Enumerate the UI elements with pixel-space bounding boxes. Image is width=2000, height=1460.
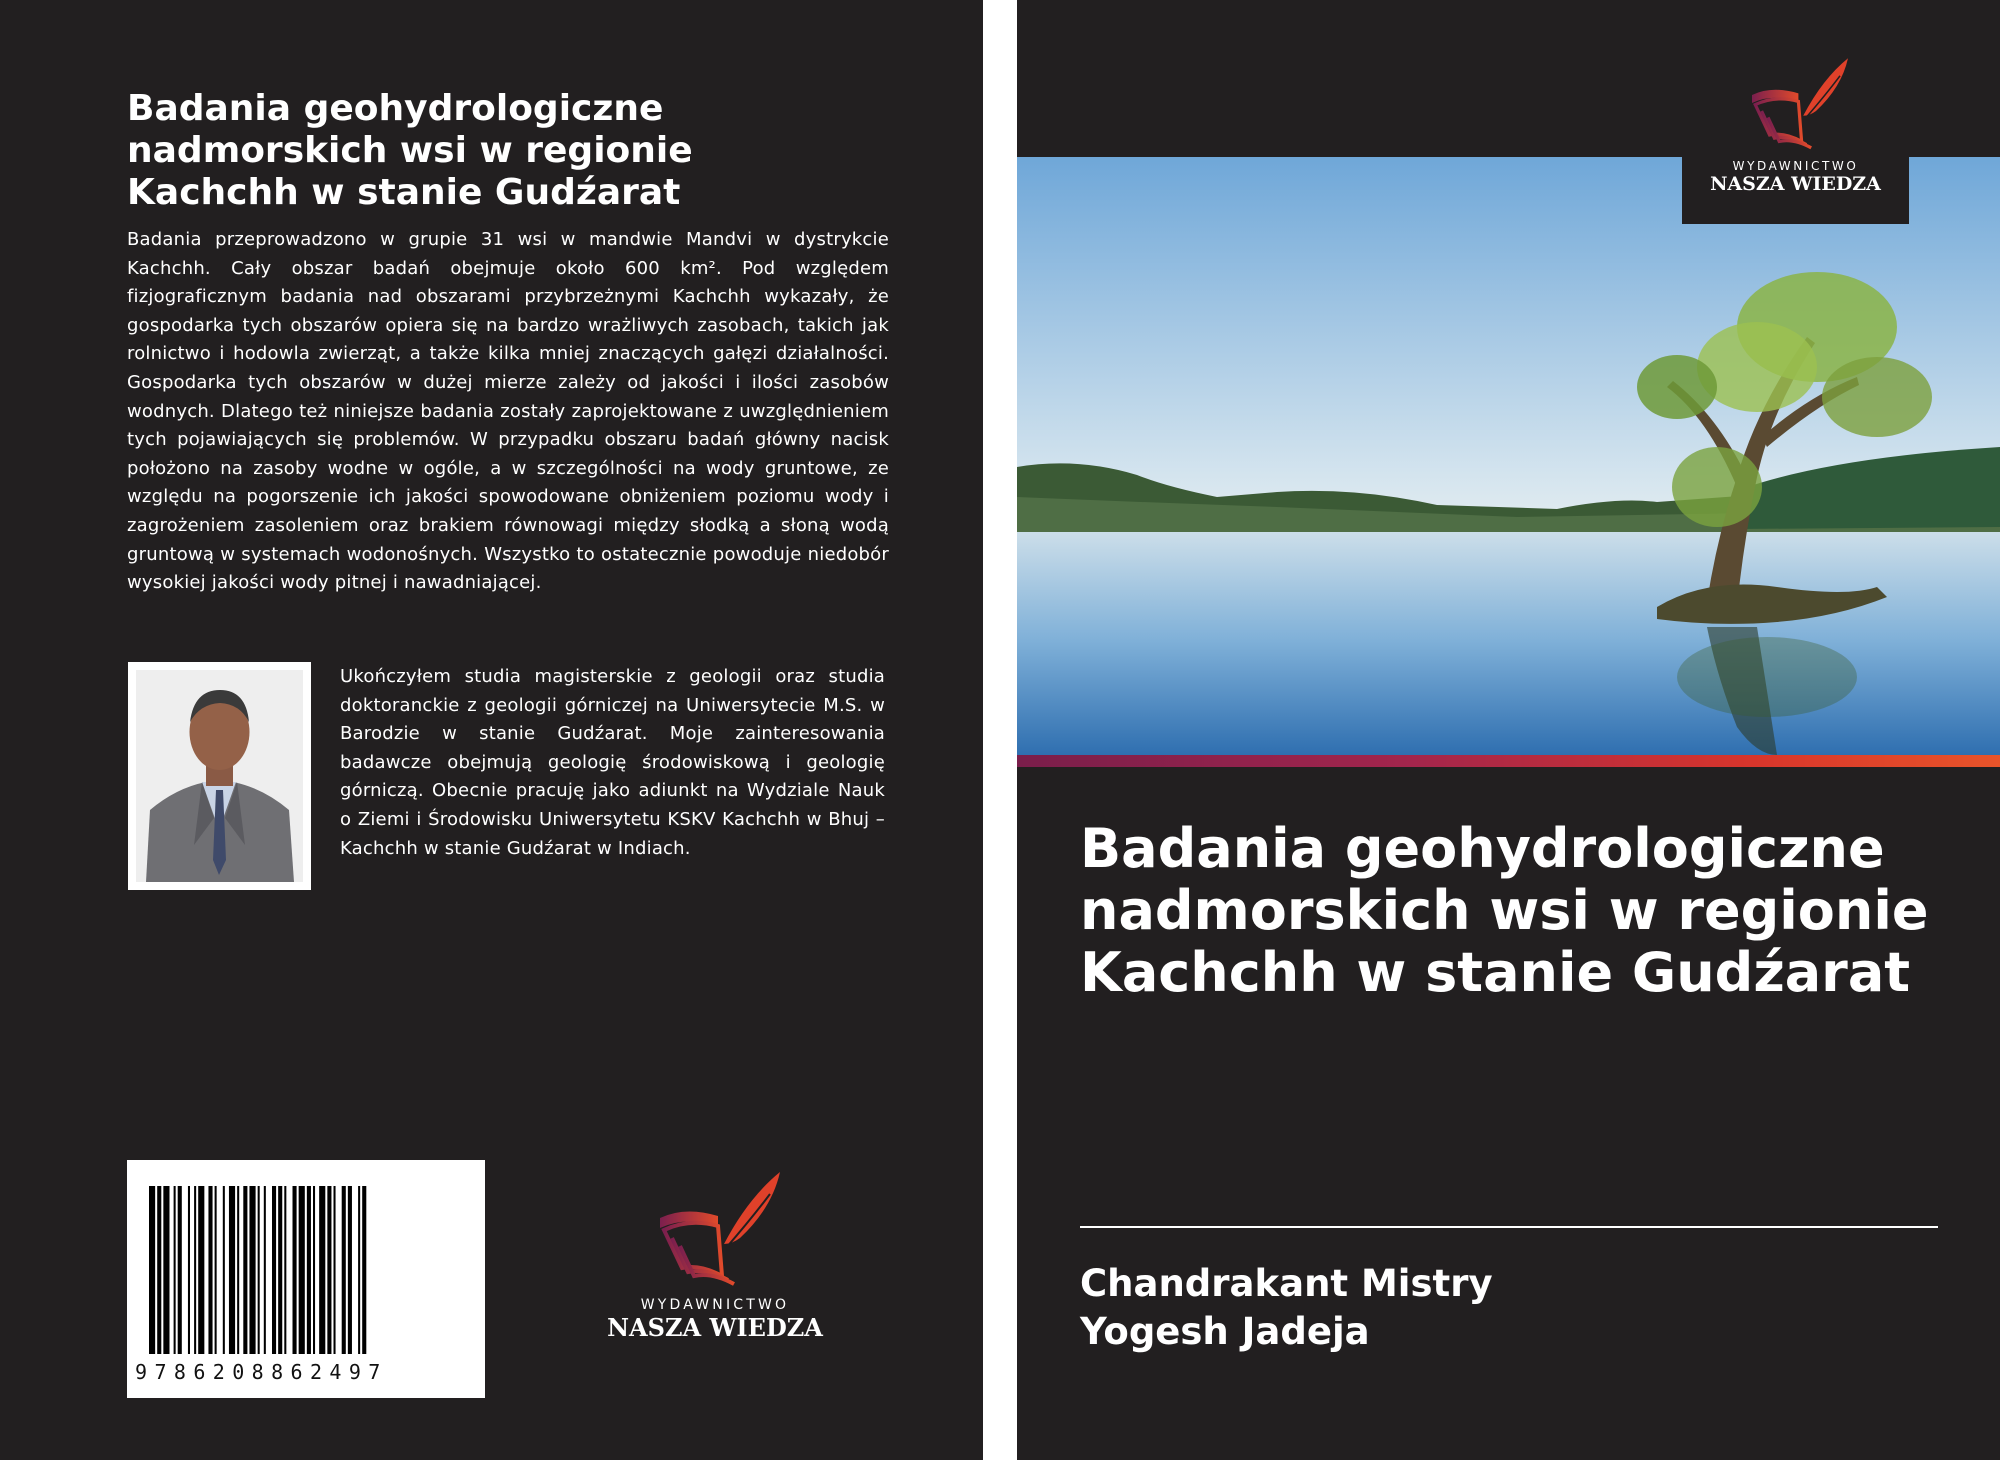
barcode-bar (249, 1186, 255, 1354)
back-cover (0, 0, 983, 1460)
barcode-bar (264, 1186, 266, 1354)
barcode-bar (215, 1186, 217, 1354)
book-quill-icon (1736, 55, 1856, 155)
barcode-bar (188, 1186, 190, 1354)
barcode-bar (243, 1186, 247, 1354)
publisher-line2: NASZA WIEDZA (1710, 173, 1881, 195)
barcode-bar (362, 1186, 366, 1354)
barcode-bar (163, 1186, 169, 1354)
barcode-bar (348, 1186, 352, 1354)
cover-photo (1017, 157, 2000, 755)
barcode-bar (307, 1186, 311, 1354)
barcode-bar (358, 1186, 360, 1354)
publisher-line1: WYDAWNICTWO (640, 1297, 790, 1313)
accent-stripe (1017, 755, 2000, 767)
author-name-2: Yogesh Jadeja (1080, 1310, 1370, 1353)
barcode-bar (278, 1186, 282, 1354)
isbn-number: 9786208862497 (135, 1360, 388, 1384)
barcode-bar (299, 1186, 305, 1354)
barcode-bars (149, 1186, 465, 1369)
publisher-logo-front (1682, 0, 1909, 224)
barcode-bar (334, 1186, 336, 1354)
barcode-bar (342, 1186, 346, 1354)
barcode-bar (157, 1186, 161, 1354)
publisher-logo-back (585, 1168, 845, 1358)
barcode-bar (198, 1186, 204, 1354)
barcode-bar (313, 1186, 315, 1354)
barcode-bar (178, 1186, 182, 1354)
barcode-bar (223, 1186, 225, 1354)
barcode-bar (327, 1186, 331, 1354)
barcode-bar (258, 1186, 260, 1354)
barcode-bar (237, 1186, 239, 1354)
barcode-bar (284, 1186, 286, 1354)
barcode-bar (194, 1186, 196, 1354)
front-cover-title: Badania geohydrologiczne nadmorskich wsi w regionie Kachchh w stanie Gudźarat (1080, 817, 1929, 1004)
barcode-bar (293, 1186, 297, 1354)
barcode-bar (272, 1186, 276, 1354)
author-name-1: Chandrakant Mistry (1080, 1262, 1493, 1305)
divider (1080, 1226, 1938, 1228)
isbn-barcode (127, 1160, 485, 1398)
barcode-bar (319, 1186, 325, 1354)
book-quill-icon (640, 1168, 790, 1293)
back-cover-title: Badania geohydrologiczne nadmorskich wsi w regionie Kachchh w stanie Gudźarat (127, 88, 693, 213)
back-cover-description: Badania przeprowadzono w grupie 31 wsi w mandwie Mandvi w dystrykcie Kachchh. Cały obszar badań obejmuje około 600 km². Pod względem fizjograficznym badania nad obszarami przybrzeżnymi Kachchh wykazały, że gospodarka tych obszarów opiera się na bardzo wrażliwych zasobach, takich jak rolnictwo i hodowla zwierząt, a także kilka mniej znaczących gałęzi działalności. Gospodarka tych obszarów w dużej mierze zależy od jakości i ilości zasobów wodnych. Dlatego też niniejsze badania zostały zaprojektowane z uwzględnieniem tych pojawiających się problemów. W przypadku obszaru badań główny nacisk położono na zasoby wodne w ogóle, a w szczególności na wody gruntowe, ze względu na pogorszenie ich jakości spowodowane obniżeniem poziomu wody i zagrożeniem zasoleniem oraz brakiem równowagi między słodką a słoną wodą gruntową w systemach wodonośnych. Wszystko to ostatecznie powoduje niedobór wysokiej jakości wody pitnej i nawadniającej. (127, 229, 889, 594)
publisher-line1: WYDAWNICTWO (1732, 159, 1859, 173)
barcode-bar (174, 1186, 176, 1354)
barcode-bar (149, 1186, 155, 1354)
author-bio: Ukończyłem studia magisterskie z geologii oraz studia doktoranckie z geologii górniczej na Uniwersytecie M.S. w Barodzie w stanie Gudźarat. Moje zainteresowania badawcze obejmują geologię środowiskową i geologię górniczą. Obecnie pracuję jako adiunkt na Wydziale Nauk o Ziemi i Środowisku Uniwersytetu KSKV Kachchh w Bhuj – Kachchh w stanie Gudźarat w Indiach. (340, 666, 885, 859)
publisher-line2: NASZA WIEDZA (607, 1313, 823, 1342)
barcode-bar (208, 1186, 212, 1354)
barcode-bar (229, 1186, 235, 1354)
author-photo (128, 662, 311, 890)
